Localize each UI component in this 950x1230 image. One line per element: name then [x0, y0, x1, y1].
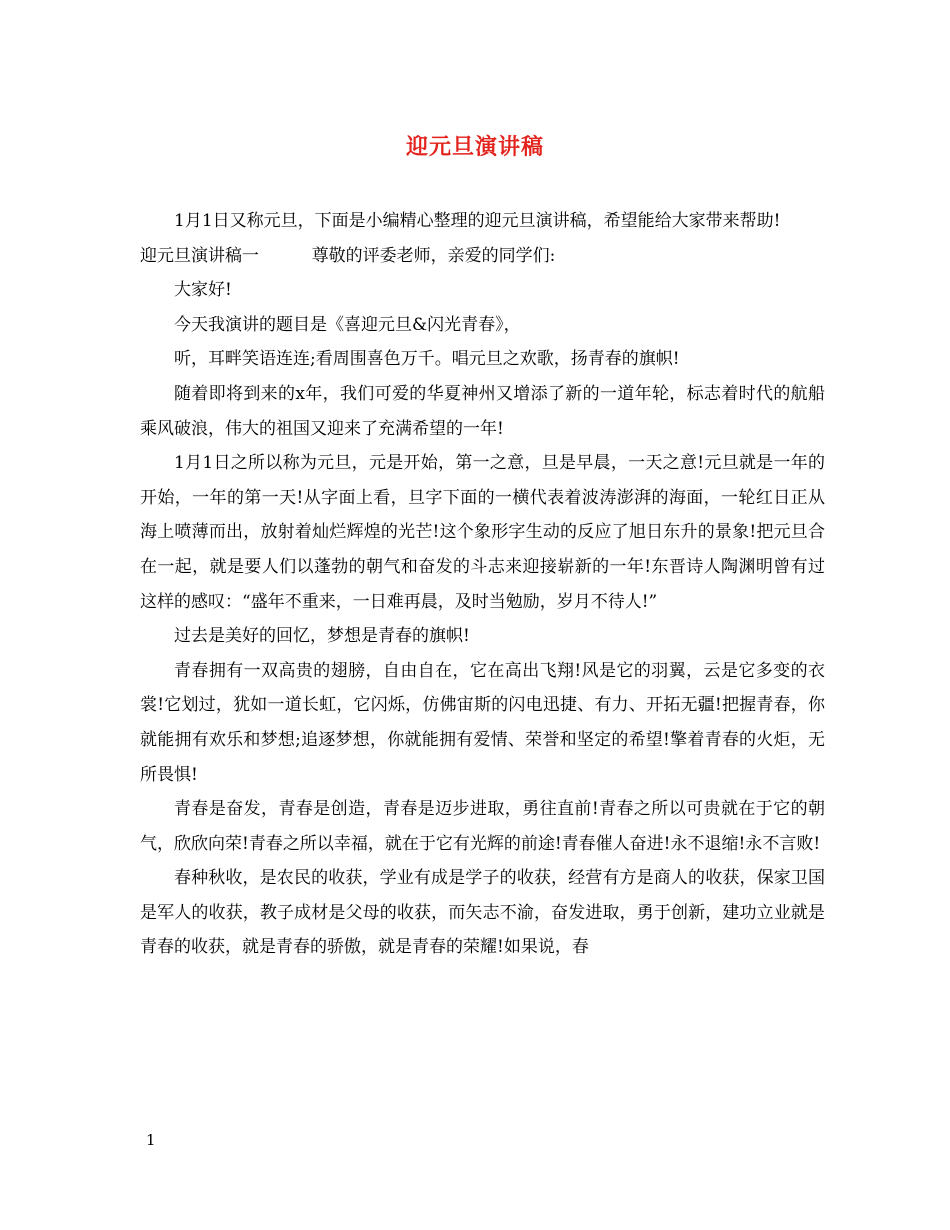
paragraph-youth-striving: 青春是奋发，青春是创造，青春是迈步进取，勇往直前!青春之所以可贵就在于它的朝气，欣欣向荣!青春之所以幸福，就在于它有光辉的前途!青春催人奋进!永不退缩!永不言败!	[140, 799, 825, 854]
paragraph-listen: 听，耳畔笑语连连;看周围喜色万千。唱元旦之欢歌，扬青春的旗帜!	[174, 349, 680, 370]
salutation: 尊敬的评委老师，亲爱的同学们:	[311, 245, 556, 266]
speech-heading-line	[140, 239, 825, 274]
paragraph-memory: 过去是美好的回忆，梦想是青春的旗帜!	[174, 626, 470, 647]
page-number: 1	[146, 1131, 156, 1149]
document-title: 迎元旦演讲稿	[405, 134, 544, 160]
paragraph-harvest: 春种秋收，是农民的收获，学业有成是学子的收获，经营有方是商人的收获，保家卫国是军人的收获，教子成材是父母的收获，而矢志不渝，奋发进取，勇于创新，建功立业就是青春的收获，就是青春的骄傲，就是青春的荣耀!如果说，春	[140, 868, 825, 958]
document-body	[140, 204, 825, 965]
paragraph-yuandan-meaning: 1月1日之所以称为元旦，元是开始，第一之意，旦是早晨，一天之意!元旦就是一年的开始，一年的第一天!从字面上看，旦字下面的一横代表着波涛澎湃的海面，一轮红日正从海上喷薄而出，放射着灿烂辉煌的光芒!这个象形字生动的反应了旭日东升的景象!把元旦合在一起，就是要人们以蓬勃的朝气和奋发的斗志来迎接崭新的一年!东晋诗人陶渊明曾有过这样的感叹：“盛年不重来，一日难再晨，及时当勉励，岁月不待人!”	[140, 453, 825, 612]
paragraph-greeting: 大家好!	[174, 280, 232, 301]
paragraph-topic: 今天我演讲的题目是《喜迎元旦&闪光青春》，	[174, 314, 521, 335]
intro-paragraph: 1月1日又称元旦，下面是小编精心整理的迎元旦演讲稿，希望能给大家带来帮助!	[174, 211, 781, 231]
paragraph-youth-wings: 青春拥有一双高贵的翅膀，自由自在，它在高出飞翔!风是它的羽翼，云是它多变的衣裳!它划过，犹如一道长虹，它闪烁，仿佛宙斯的闪电迅捷、有力、开拓无疆!把握青春，你就能拥有欢乐和梦想;追逐梦想，你就能拥有爱情、荣誉和坚定的希望!擎着青春的火炬，无所畏惧!	[140, 660, 825, 785]
paragraph-new-year: 随着即将到来的x年，我们可爱的华夏神州又增添了新的一道年轮，标志着时代的航船乘风破浪，伟大的祖国又迎来了充满希望的一年!	[140, 383, 825, 439]
speech-label: 迎元旦演讲稿一	[140, 245, 259, 266]
